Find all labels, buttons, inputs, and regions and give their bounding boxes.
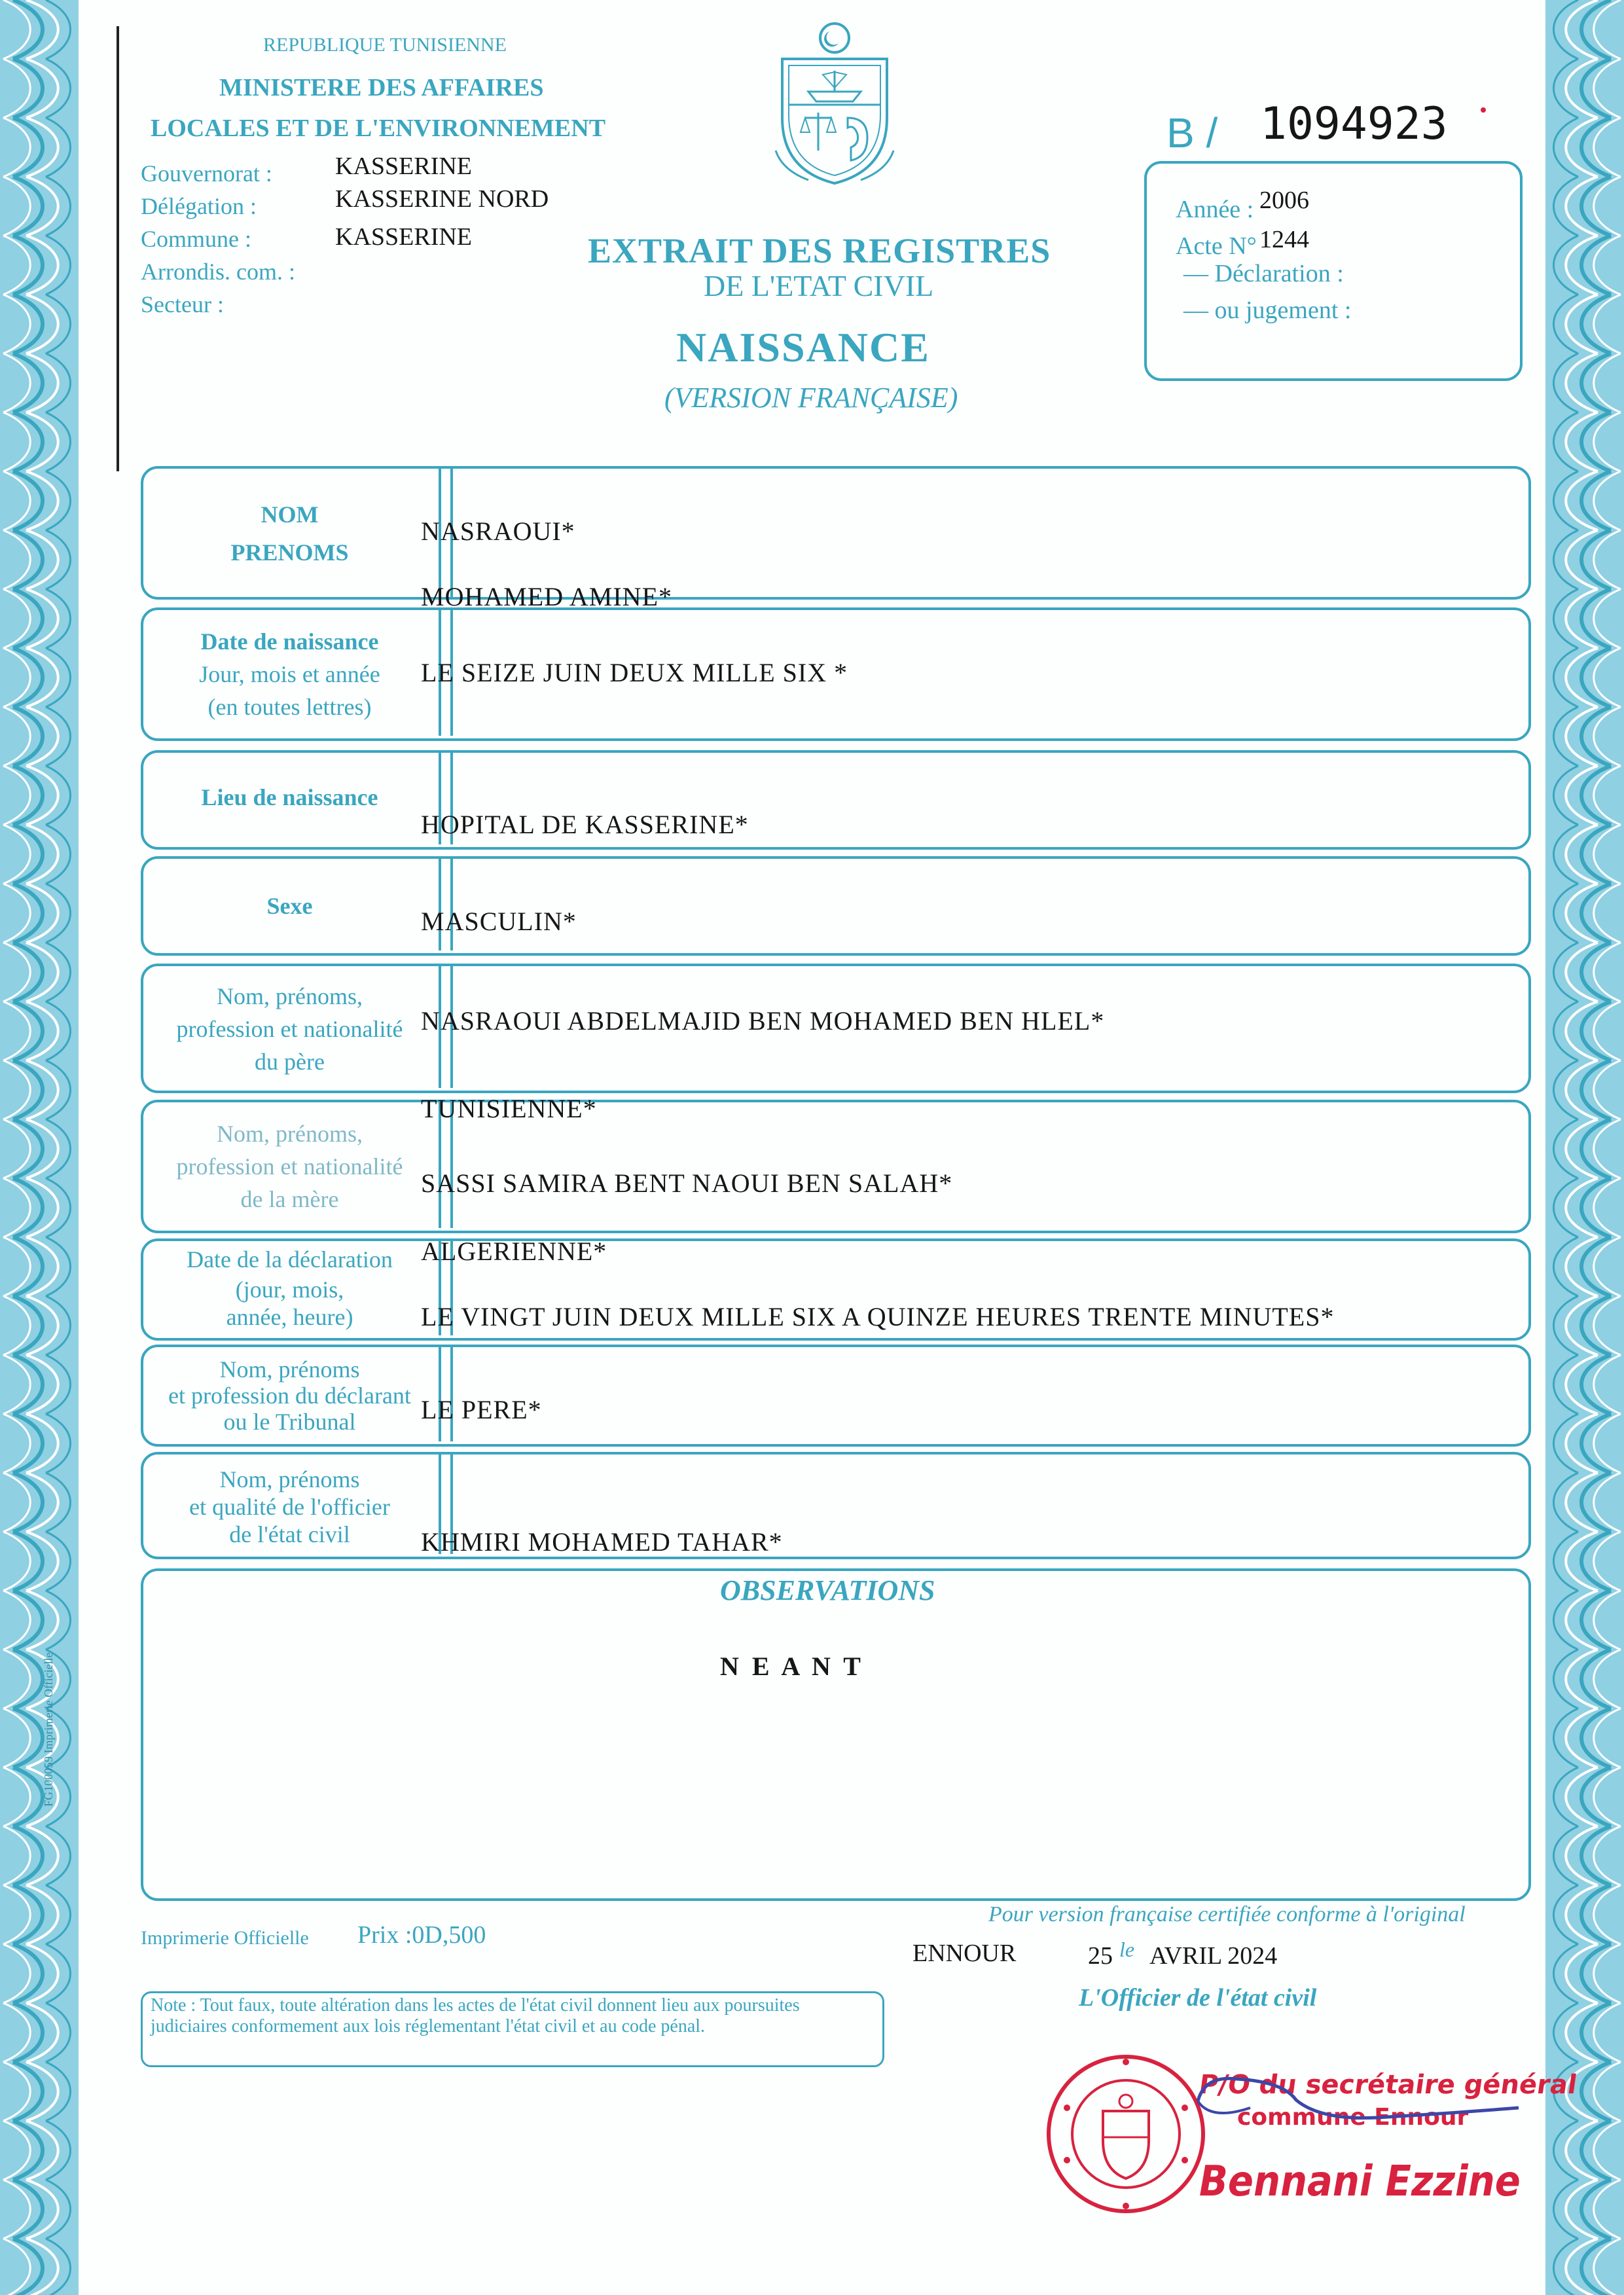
title-etat-civil: DE L'ETAT CIVIL	[704, 269, 934, 302]
commune-label: Commune :	[141, 226, 251, 252]
delegation-label: Délégation :	[141, 193, 257, 219]
nom-value: NASRAOUI*	[421, 516, 575, 546]
date-naissance-label-1: Date de naissance	[200, 628, 379, 655]
stamp-line2: commune Ennour	[1237, 2104, 1469, 2131]
side-printer-mark: FG100059 Imprimerie Officielle	[42, 1652, 55, 1807]
note-text: Note : Tout faux, toute altération dans les actes de l'état civil donnent lieu aux poursuites judiciaires conformement aux lois réglementant l'état civil et au code pénal.	[151, 1995, 800, 2036]
officier-label-3: de l'état civil	[229, 1521, 350, 1547]
acte-label: Acte N°	[1176, 232, 1257, 260]
declaration-date-label-1: Date de la déclaration	[187, 1246, 393, 1273]
republic-label: REPUBLIQUE TUNISIENNE	[263, 34, 507, 56]
declarant-label-2: et profession du déclarant	[168, 1382, 411, 1409]
certified-text: Pour version française certifiée conforme à l'original	[988, 1902, 1466, 1926]
serial-prefix: B /	[1166, 109, 1218, 156]
pere-value: NASRAOUI ABDELMAJID BEN MOHAMED BEN HLEL*	[421, 1006, 1105, 1036]
officer-title: L'Officier de l'état civil	[1079, 1984, 1317, 2012]
ministry-line2: LOCALES ET DE L'ENVIRONNEMENT	[151, 115, 606, 142]
row-nom-frame	[141, 466, 1531, 600]
date-le: le	[1119, 1938, 1135, 1961]
date-rest: AVRIL 2024	[1149, 1942, 1278, 1970]
lieu-value: HOPITAL DE KASSERINE*	[421, 810, 749, 839]
mere-label-2: profession et nationalité	[176, 1153, 403, 1180]
sexe-label: Sexe	[266, 893, 313, 919]
observations-value: N E A N T	[720, 1652, 861, 1681]
serial-red-dot	[1481, 107, 1486, 113]
delegation-value: KASSERINE NORD	[335, 185, 549, 213]
declaration-date-label-3: année, heure)	[226, 1304, 353, 1330]
annee-label: Année :	[1176, 196, 1254, 223]
column-separator-8	[439, 1345, 441, 1441]
price-label: Prix :0D,500	[357, 1921, 486, 1949]
pere-nationalite-value: TUNISIENNE*	[421, 1094, 597, 1123]
place-value: ENNOUR	[912, 1940, 1017, 1967]
officier-value: KHMIRI MOHAMED TAHAR*	[421, 1527, 783, 1557]
secteur-label: Secteur :	[141, 291, 224, 317]
date-naissance-label-2: Jour, mois et année	[199, 661, 380, 687]
annee-value: 2006	[1259, 187, 1309, 214]
commune-value: KASSERINE	[335, 223, 473, 251]
mere-label-1: Nom, prénoms,	[217, 1121, 363, 1147]
margin-rule	[117, 26, 119, 471]
column-separator-8b	[450, 1345, 453, 1441]
pere-label-1: Nom, prénoms,	[217, 983, 363, 1009]
jugement-label: — ou jugement :	[1183, 297, 1352, 324]
observations-frame	[141, 1568, 1531, 1901]
mere-label-3: de la mère	[240, 1186, 339, 1212]
stamp-line1: P/O du secrétaire général	[1197, 2070, 1579, 2100]
date-day: 25	[1088, 1942, 1113, 1970]
officier-label-1: Nom, prénoms	[219, 1466, 360, 1492]
mere-nationalite-value: ALGERIENNE*	[421, 1237, 607, 1266]
observations-title: OBSERVATIONS	[720, 1574, 935, 1606]
declarant-label-3: ou le Tribunal	[223, 1409, 356, 1435]
ministry-line1: MINISTERE DES AFFAIRES	[219, 74, 544, 101]
prenoms-value: MOHAMED AMINE*	[421, 582, 672, 611]
declarant-value: LE PERE*	[421, 1395, 542, 1424]
title-version: (VERSION FRANÇAISE)	[664, 382, 958, 414]
officier-label-2: et qualité de l'officier	[189, 1494, 390, 1520]
pere-label-3: du père	[255, 1049, 325, 1075]
title-extrait: EXTRAIT DES REGISTRES	[588, 231, 1051, 270]
right-guilloche-border	[1545, 0, 1624, 2295]
title-naissance: NAISSANCE	[676, 324, 930, 370]
pere-label-2: profession et nationalité	[176, 1016, 403, 1042]
date-naissance-label-3: (en toutes lettres)	[208, 694, 372, 720]
coat-of-arms-emblem	[769, 20, 900, 190]
official-round-stamp	[1041, 2049, 1211, 2219]
declaration-date-label-2: (jour, mois,	[235, 1276, 344, 1303]
arrondissement-label: Arrondis. com. :	[141, 259, 295, 285]
date-naissance-value: LE SEIZE JUIN DEUX MILLE SIX *	[421, 658, 848, 687]
declaration-label: — Déclaration :	[1183, 260, 1344, 287]
prenoms-label: PRENOMS	[230, 539, 349, 566]
acte-value: 1244	[1259, 226, 1309, 253]
lieu-label: Lieu de naissance	[201, 784, 378, 810]
nom-label: NOM	[261, 501, 319, 528]
mere-value: SASSI SAMIRA BENT NAOUI BEN SALAH*	[421, 1168, 953, 1198]
declaration-date-value: LE VINGT JUIN DEUX MILLE SIX A QUINZE HEURES TRENTE MINUTES*	[421, 1302, 1335, 1331]
handwritten-signature	[1191, 2062, 1532, 2154]
serial-number: 1094923	[1260, 98, 1448, 150]
left-guilloche-border	[0, 0, 79, 2295]
printer-label: Imprimerie Officielle	[141, 1927, 309, 1949]
sexe-value: MASCULIN*	[421, 907, 577, 936]
gouvernorat-value: KASSERINE	[335, 153, 473, 180]
stamp-name: Bennani Ezzine	[1199, 2158, 1521, 2206]
gouvernorat-label: Gouvernorat :	[141, 160, 272, 187]
declarant-label-1: Nom, prénoms	[219, 1356, 360, 1382]
